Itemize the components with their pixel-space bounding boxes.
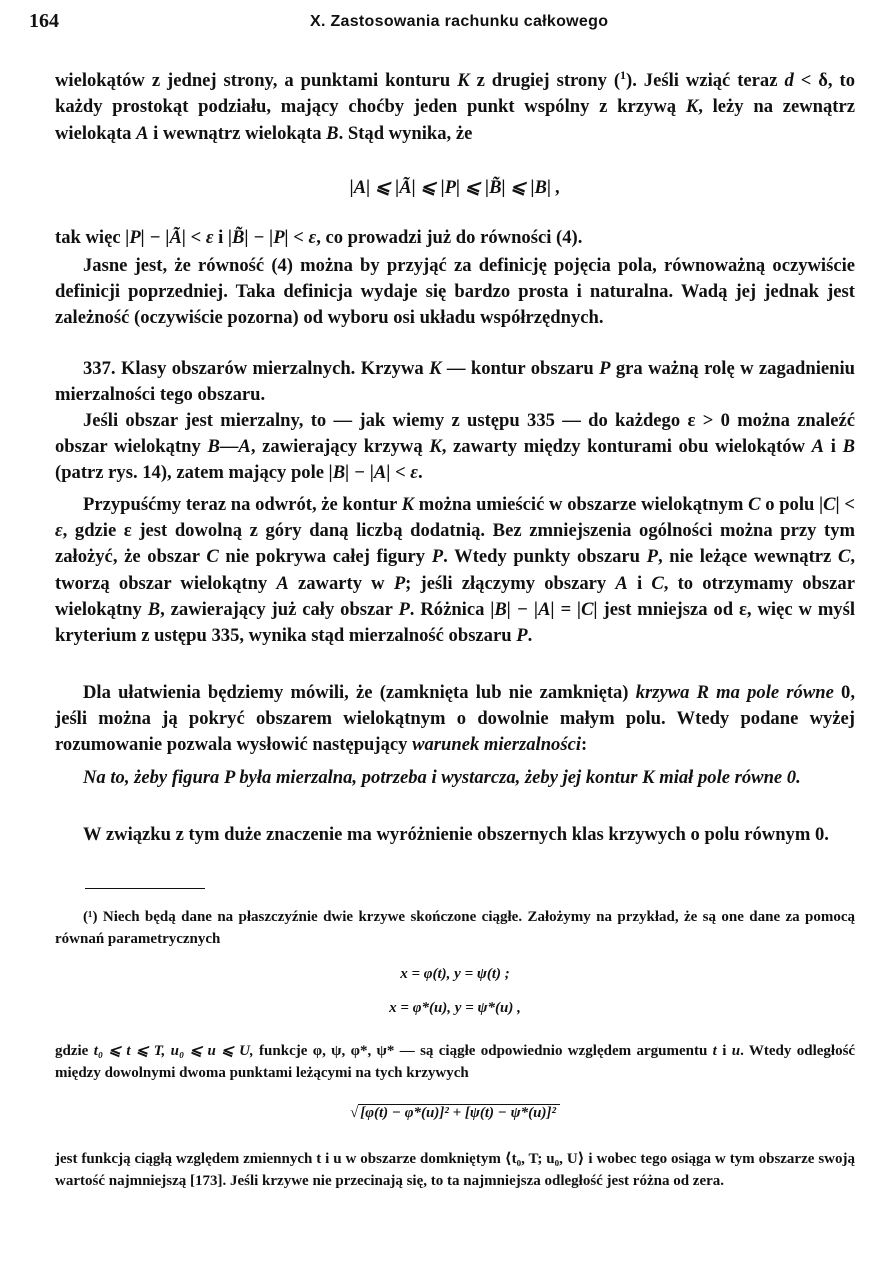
footnote-1: (¹) Niech będą dane na płaszczyźnie dwie krzywe skończone ciągłe. Założymy na przykład, że są one dane za pomocą równań parametrycznych [55,909,855,947]
page-header [29,10,855,34]
footnote-formula-2: x = φ*(u), y = ψ*(u) , [389,1000,521,1016]
footnote-formula-distance: √ [φ(t) − φ*(u)]² + [ψ(t) − ψ*(u)]² [55,1104,855,1122]
footnote-mark: (¹) [83,909,98,925]
section-337: 337. Klasy obszarów mierzalnych. Krzywa K — kontur obszaru P gra ważną rolę w zagadnieniu mierzalności tego obszaru. [55,358,856,406]
footnote-1-end: jest funkcją ciągłą względem zmiennych t i u w obszarze domkniętym ⟨t₀, T; u₀, U⟩ i wobec tego osiąga w tym obszarze swoją wartość najmniejszą [173]. Jeśli krzywe nie przecinają się, to ta najmniejsza odległość jest różna od zera. [55,1151,855,1189]
section-title: Klasy obszarów mierzalnych. [120,358,356,379]
paragraph-dla-ulatwienia: Dla ułatwienia będziemy mówili, że (zamknięta lub nie zamknięta) krzywa R ma pole równe 0, jeśli można ją pokryć obszarem wielokątnym o dowolnie małym polu. Wtedy podane wyżej rozumowanie pozwala wysłowić następujący warunek mierzalności: [55,682,855,756]
paragraph-w-zwiazku: W związku z tym duże znaczenie ma wyróżnienie obszernych klas krzywych o polu równym 0. [83,824,829,845]
page-number: 164 [29,10,59,32]
page [29,0,856,1263]
paragraph-tak-wiec: tak więc |P| − |Ã| < ε i |B̃| − |P| < ε, co prowadzi już do równości (4). [55,227,583,248]
footnote-marker[interactable]: 1 [620,68,627,82]
footnote-formula-1: x = φ(t), y = ψ(t) ; [400,966,510,982]
paragraph-jasne: Jasne jest, że równość (4) można by przyjąć za definicję pojęcia pola, równoważną oczywiście definicji poprzedniej. Taka definicja wydaje się bardzo prosta i naturalna. Wadą jej jednak jest zależność (oczywiście pozorna) od wyboru osi układu współrzędnych. [55,255,855,329]
theorem-statement: Na to, żeby figura P była mierzalna, potrzeba i wystarcza, żeby jej kontur K miał pole równe 0. [83,767,801,788]
running-title: X. Zastosowania rachunku całkowego [310,13,609,30]
footnote-separator [85,888,205,889]
formula-inequality-chain: |A| ⩽ |Ã| ⩽ |P| ⩽ |B̃| ⩽ |B| , [349,177,561,198]
paragraph-jesli: Jeśli obszar jest mierzalny, to — jak wiemy z ustępu 335 — do każdego ε > 0 można znaleźć obszar wielokątny B—A, zawierający krzywą K, zawarty między konturami obu wielokątów A i B (patrz rys. 14), zatem mający pole |B| − |A| < ε. [55,410,855,484]
sqrt-sign: √ [349,1105,359,1121]
footnote-1-cont: gdzie t₀ ⩽ t ⩽ T, u₀ ⩽ u ⩽ U, funkcje φ, ψ, φ*, ψ* — są ciągłe odpowiednio względem argumentu t i u. Wtedy odległość między dowolnymi dwoma punktami leżącymi na tych krzywych [55,1043,856,1081]
paragraph-intro: wielokątów z jednej strony, a punktami konturu K z drugiej strony ($^1$). Jeśli wziąć teraz d < δ, to każdy prostokąt podziału, mający choćby jeden punkt wspólny z krzywą K, leży na zewnątrz wielokąta A i wewnątrz wielokąta B. Stąd wynika, że [55,68,856,144]
section-number: 337. [83,358,116,379]
paragraph-przypuscmy: Przypuśćmy teraz na odwrót, że kontur K można umieścić w obszarze wielokątnym C o polu |C| < ε, gdzie ε jest dowolną z góry daną liczbą dodatnią. Bez zmniejszenia ogólności można przy tym założyć, że obszar C nie pokrywa całej figury P. Wtedy punkty obszaru P, nie leżące wewnątrz C, tworzą obszar wielokątny A zawarty w P; jeśli złączymy obszary A i C, to otrzymamy obszar wielokątny B, zawierający już cały obszar P. Różnica |B| − |A| = |C| jest mniejsza od ε, więc w myśl kryterium z ustępu 335, wynika stąd mierzalność obszaru P. [55,494,856,647]
